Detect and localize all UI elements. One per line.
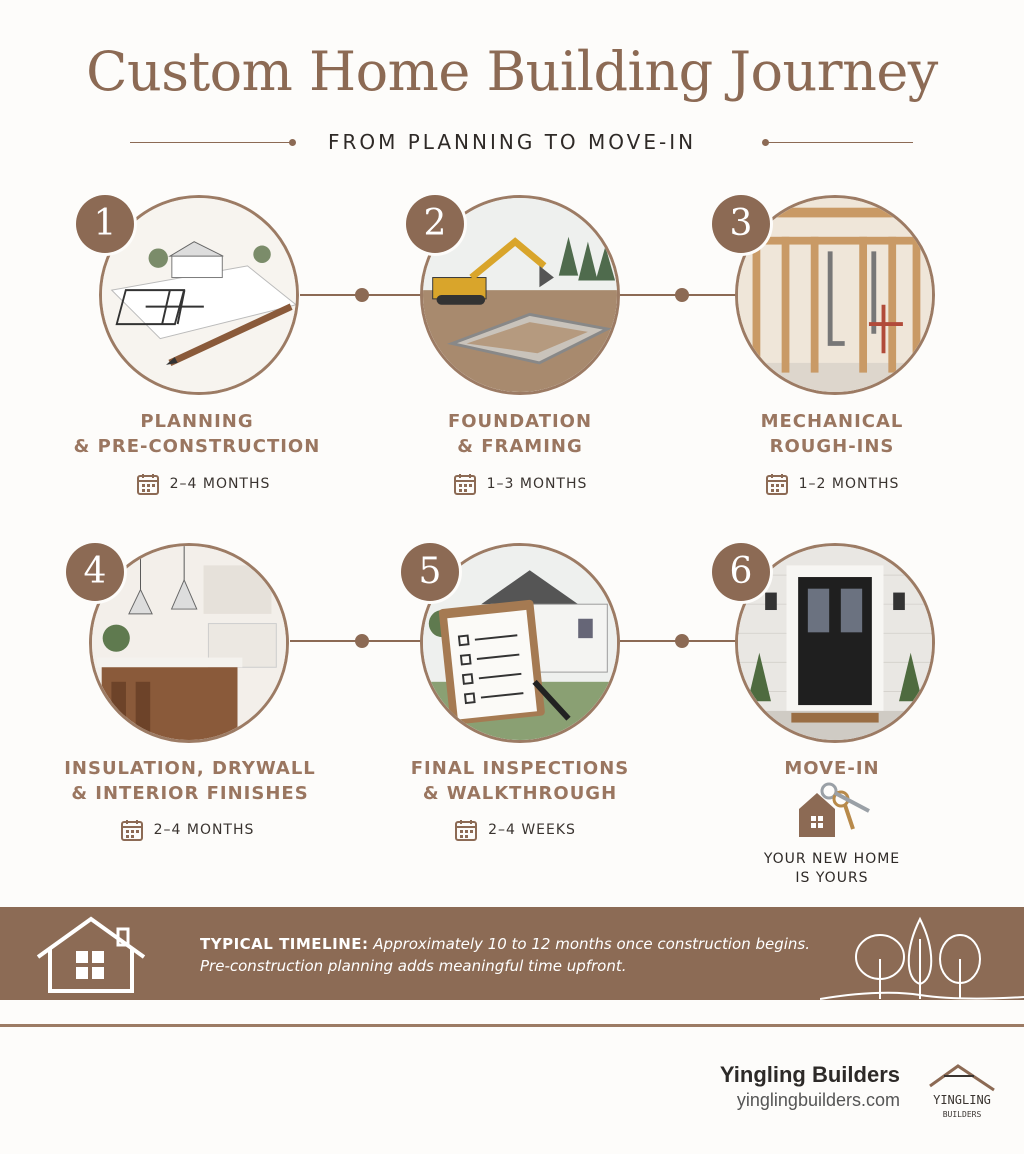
calendar-icon — [120, 818, 144, 842]
step-2-title-line2: & FRAMING — [457, 436, 583, 457]
step-5-title — [370, 756, 670, 806]
calendar-icon — [454, 818, 478, 842]
step-4-title-line1: INSULATION, DRYWALL — [64, 758, 316, 779]
step-6-tagline — [682, 850, 982, 888]
page-subtitle: FROM PLANNING TO MOVE-IN — [327, 130, 697, 154]
trees-icon — [820, 909, 1024, 1000]
step-4-number-badge: 4 — [66, 543, 124, 601]
step-2-duration-text: 1–3 MONTHS — [486, 476, 588, 492]
calendar-icon — [453, 472, 477, 496]
connector-dot-5-6 — [675, 634, 689, 648]
house-keys-icon — [797, 781, 877, 845]
step-3-duration — [682, 471, 982, 497]
connector-dot-2-3 — [675, 288, 689, 302]
step-4-title — [40, 756, 340, 806]
step-5-duration-text: 2–4 WEEKS — [488, 822, 576, 838]
subtitle-row — [0, 128, 1024, 158]
banner-line2: Pre-construction planning adds meaningful time upfront. — [200, 957, 627, 975]
logo-text-top: YINGLING — [933, 1093, 991, 1107]
step-3-title — [682, 409, 982, 459]
calendar-icon — [765, 472, 789, 496]
step-3-number-badge: 3 — [712, 195, 770, 253]
step-2-number-badge: 2 — [406, 195, 464, 253]
banner-text — [200, 933, 840, 977]
step-2-title — [370, 409, 670, 459]
step-1-duration-text: 2–4 MONTHS — [169, 476, 271, 492]
brand-url: yinglingbuilders.com — [736, 1090, 900, 1110]
step-4-duration-text: 2–4 MONTHS — [153, 822, 255, 838]
step-1-title — [47, 409, 347, 459]
calendar-icon — [136, 472, 160, 496]
logo-text-bottom: BUILDERS — [942, 1110, 982, 1119]
subtitle-rule-right — [768, 142, 913, 143]
banner-divider — [0, 1024, 1024, 1027]
connector-dot-1-2 — [355, 288, 369, 302]
connector-dot-4-5 — [355, 634, 369, 648]
timeline-banner — [0, 907, 1024, 1000]
brand-block — [720, 1062, 900, 1111]
step-4-duration — [37, 817, 337, 843]
step-5-title-line1: FINAL INSPECTIONS — [410, 758, 630, 779]
step-5-duration — [365, 817, 665, 843]
brand-logo — [924, 1060, 1000, 1122]
step-6-title: MOVE-IN — [784, 758, 880, 779]
house-outline-icon — [36, 915, 146, 993]
banner-label: TYPICAL TIMELINE: — [200, 935, 369, 953]
step-6-tagline-line2: IS YOURS — [795, 870, 869, 886]
step-2-title-line1: FOUNDATION — [447, 411, 593, 432]
step-3-title-line2: ROUGH-INS — [769, 436, 895, 457]
step-1-duration — [53, 471, 353, 497]
step-4-title-line2: & INTERIOR FINISHES — [71, 783, 309, 804]
step-1-title-line1: PLANNING — [140, 411, 254, 432]
step-5-title-line2: & WALKTHROUGH — [422, 783, 618, 804]
step-6-number-badge: 6 — [712, 543, 770, 601]
step-1-number-badge: 1 — [76, 195, 134, 253]
step-1-title-line2: & PRE-CONSTRUCTION — [73, 436, 321, 457]
page-title: Custom Home Building Journey — [86, 40, 938, 103]
step-6-tagline-line1: YOUR NEW HOME — [763, 851, 901, 867]
step-2-duration — [370, 471, 670, 497]
brand-name: Yingling Builders — [719, 1062, 900, 1087]
step-3-title-line1: MECHANICAL — [760, 411, 904, 432]
banner-line1: Approximately 10 to 12 months once construction begins. — [373, 935, 811, 953]
step-3-duration-text: 1–2 MONTHS — [798, 476, 900, 492]
step-5-number-badge: 5 — [401, 543, 459, 601]
